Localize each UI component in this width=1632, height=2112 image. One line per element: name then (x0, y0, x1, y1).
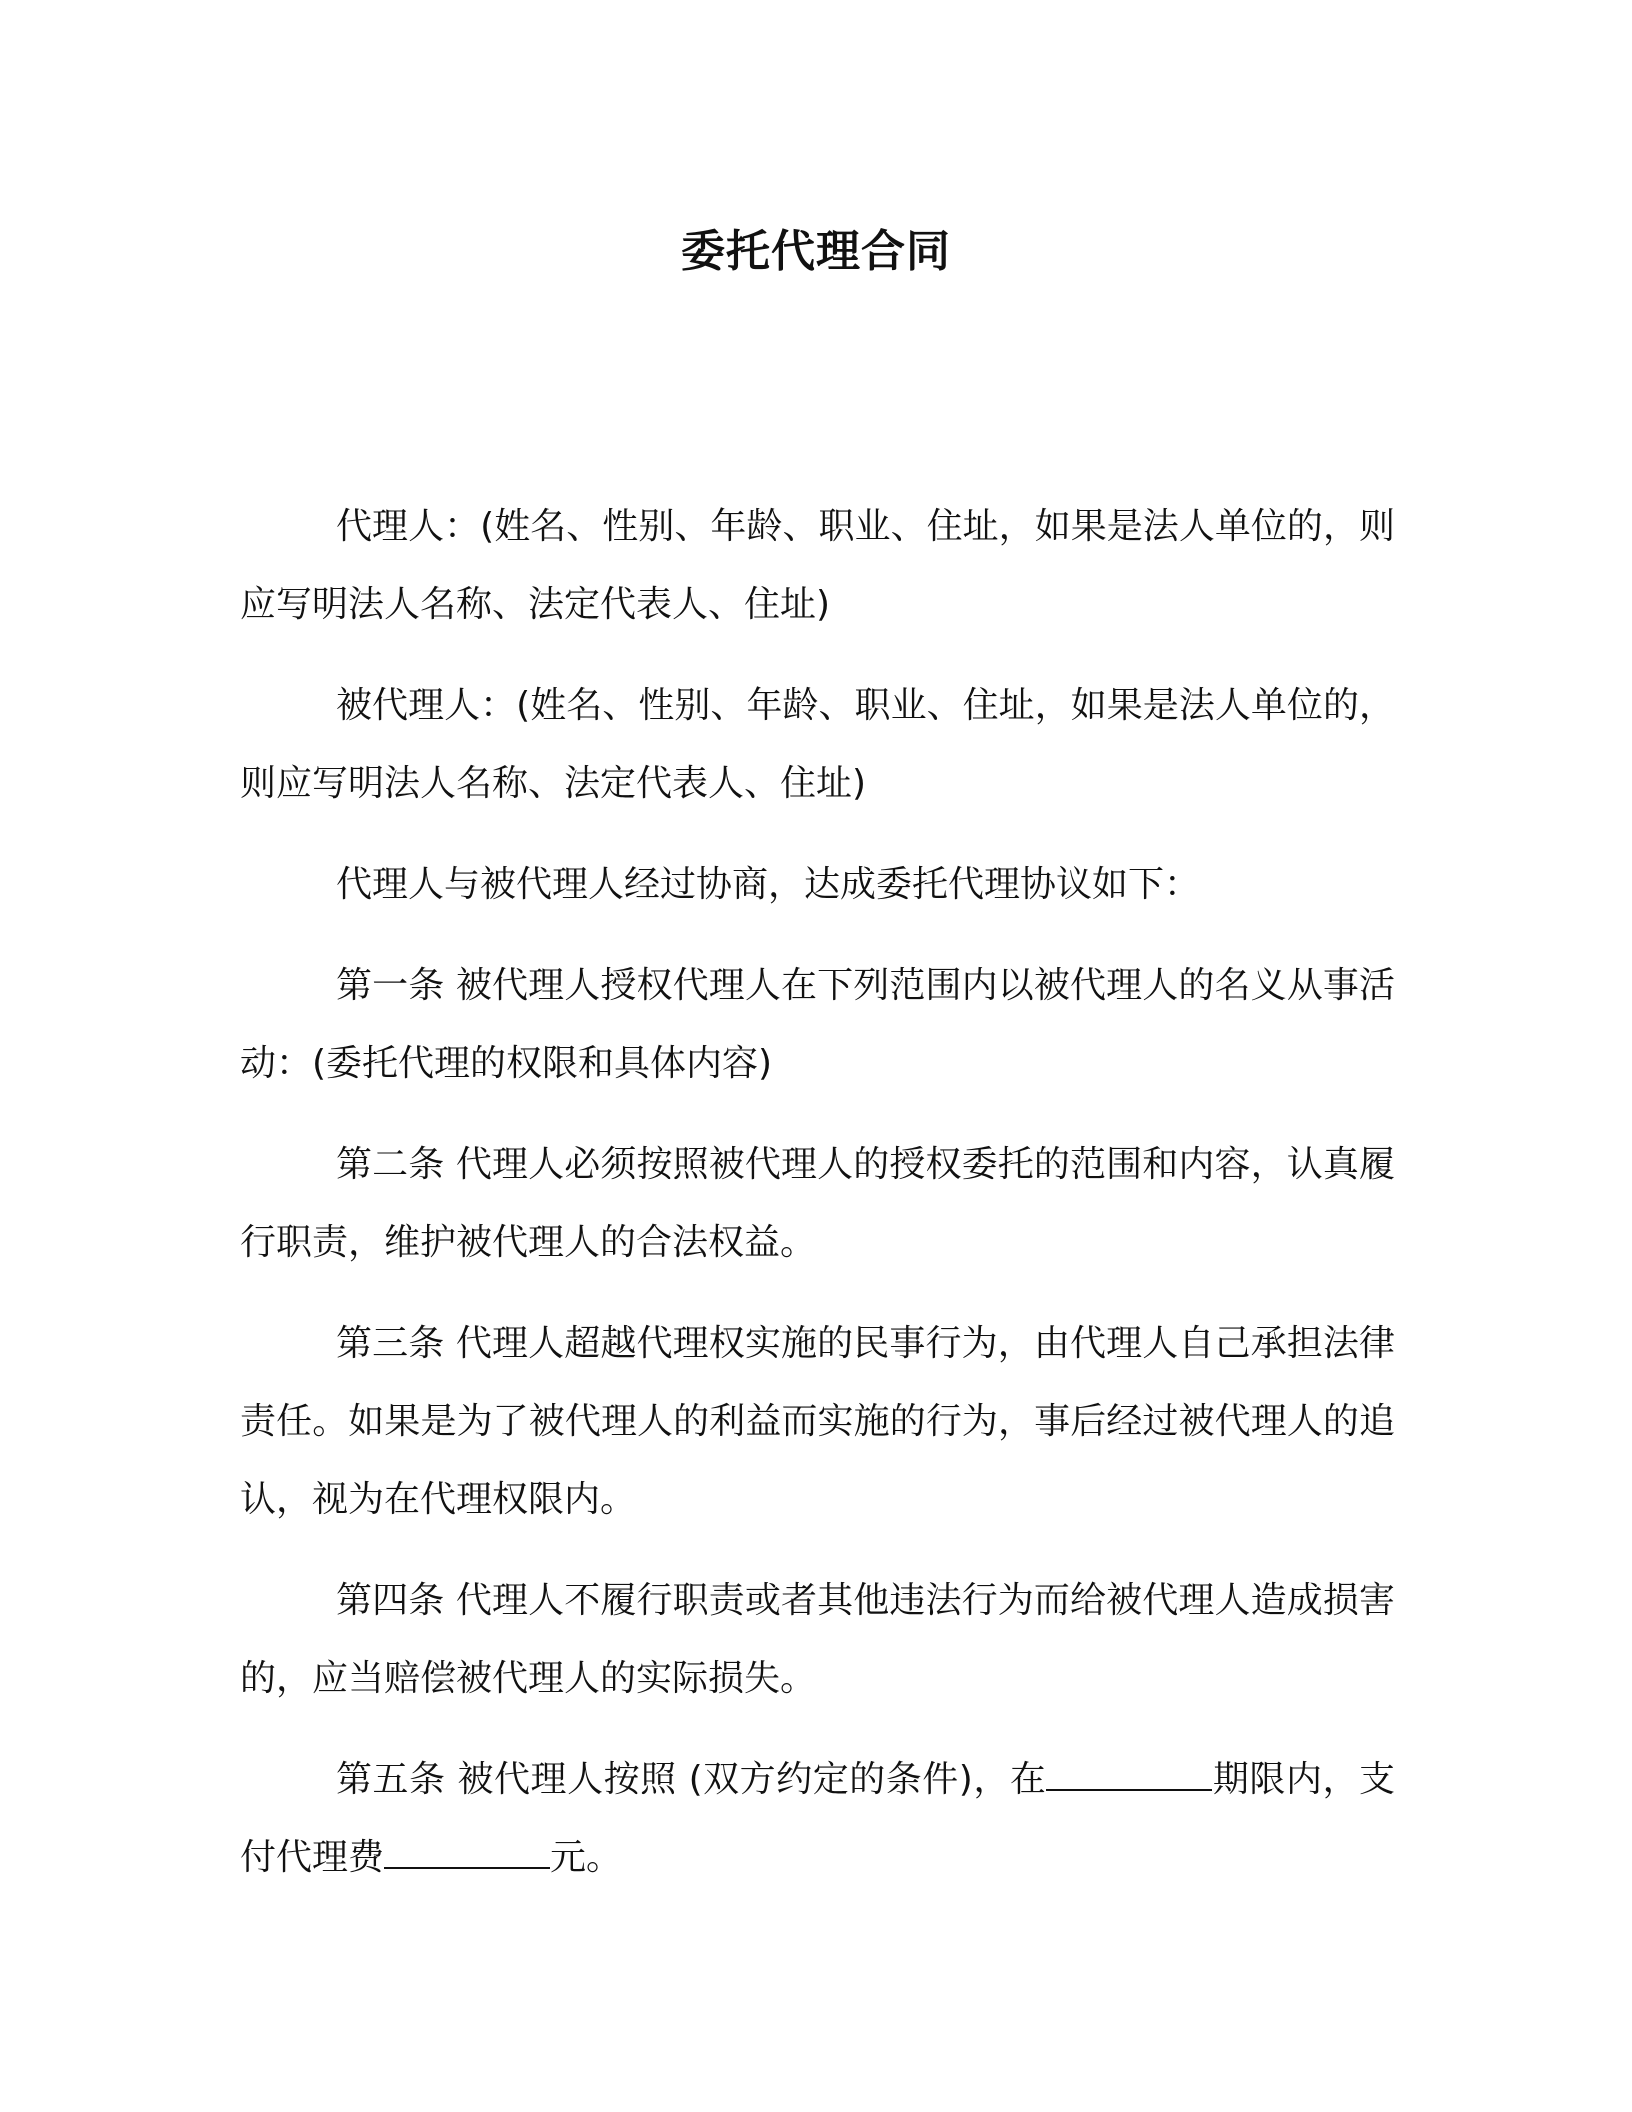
paragraph-agent: 代理人：(姓名、性别、年龄、职业、住址，如果是法人单位的，则应写明法人名称、法定代表人、住址) (240, 506, 1395, 625)
paragraph-clause-2: 第二条 代理人必须按照被代理人的授权委托的范围和内容，认真履行职责，维护被代理人的合法权益。 (240, 1144, 1395, 1263)
paragraph-principal: 被代理人：(姓名、性别、年龄、职业、住址，如果是法人单位的，则应写明法人名称、法定代表人、住址) (240, 685, 1395, 804)
paragraph-agreement-intro: 代理人与被代理人经过协商，达成委托代理协议如下： (336, 864, 1201, 905)
clause-5-text-start: 第五条 被代理人按照 (双方约定的条件)，在 (336, 1759, 1047, 1800)
document-title: 委托代理合同 (681, 226, 951, 277)
clause-5-text-end: 元。 (550, 1837, 623, 1878)
paragraph-clause-5 (240, 1741, 1395, 1897)
deadline-blank-field[interactable] (1046, 1759, 1212, 1791)
document-body (240, 488, 1395, 1897)
paragraph-clause-3: 第三条 代理人超越代理权实施的民事行为，由代理人自己承担法律责任。如果是为了被代理人的利益而实施的行为，事后经过被代理人的追认，视为在代理权限内。 (240, 1323, 1395, 1520)
paragraph-clause-1: 第一条 被代理人授权代理人在下列范围内以被代理人的名义从事活动：(委托代理的权限和具体内容) (240, 965, 1395, 1084)
paragraph-clause-4: 第四条 代理人不履行职责或者其他违法行为而给被代理人造成损害的，应当赔偿被代理人的实际损失。 (240, 1580, 1395, 1699)
fee-amount-blank-field[interactable] (384, 1837, 550, 1869)
clause-5-text-middle: 期限内，支付代理费 (240, 1759, 1395, 1878)
